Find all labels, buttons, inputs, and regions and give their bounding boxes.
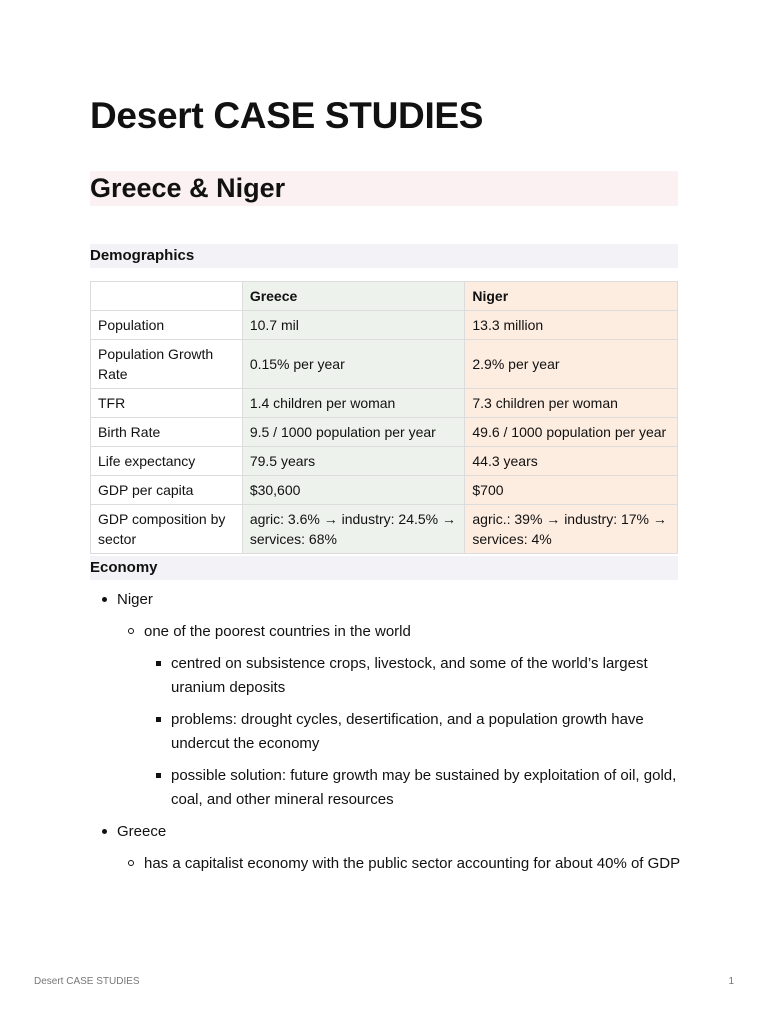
list-item-text: problems: drought cycles, desertification, and a population growth have undercut the economy bbox=[171, 711, 644, 752]
bullet-dot-icon bbox=[94, 588, 114, 612]
list-item-text: one of the poorest countries in the world bbox=[144, 623, 411, 640]
table-row bbox=[91, 389, 678, 418]
list-item bbox=[90, 852, 688, 876]
list-item-text: Greece bbox=[117, 823, 167, 840]
list-item bbox=[90, 652, 688, 700]
table-header-greece: Greece bbox=[242, 282, 465, 311]
footer-page-number: 1 bbox=[728, 976, 734, 987]
table-row bbox=[91, 340, 678, 389]
niger-value: 7.3 children per woman bbox=[465, 389, 678, 418]
row-label: GDP composition by sector bbox=[91, 505, 243, 554]
list-item bbox=[90, 708, 688, 756]
row-label: GDP per capita bbox=[91, 476, 243, 505]
list-item-text: centred on subsistence crops, livestock, and some of the world’s largest uranium deposits bbox=[171, 655, 648, 696]
section-heading-demographics: Demographics bbox=[90, 244, 678, 268]
niger-value: 44.3 years bbox=[465, 447, 678, 476]
bullet-square-icon bbox=[148, 764, 168, 788]
niger-value: $700 bbox=[465, 476, 678, 505]
greece-value: 10.7 mil bbox=[242, 311, 465, 340]
greece-value: 1.4 children per woman bbox=[242, 389, 465, 418]
list-item-text: has a capitalist economy with the public sector accounting for about 40% of GDP bbox=[144, 855, 681, 872]
list-item bbox=[90, 764, 688, 812]
niger-value: 49.6 / 1000 population per year bbox=[465, 418, 678, 447]
list-item-text: Niger bbox=[117, 591, 153, 608]
row-label: Life expectancy bbox=[91, 447, 243, 476]
list-item bbox=[90, 820, 688, 844]
table-row bbox=[91, 505, 678, 554]
table-header-row bbox=[91, 282, 678, 311]
row-label: Birth Rate bbox=[91, 418, 243, 447]
bullet-square-icon bbox=[148, 708, 168, 732]
niger-value: agric.: 39% → industry: 17% → services: 4% bbox=[465, 505, 678, 554]
economy-bullet-list bbox=[90, 588, 688, 884]
greece-value: 0.15% per year bbox=[242, 340, 465, 389]
bullet-ring-icon bbox=[121, 620, 141, 644]
table-row bbox=[91, 418, 678, 447]
subtitle-block bbox=[90, 171, 678, 206]
row-label: TFR bbox=[91, 389, 243, 418]
table-row bbox=[91, 311, 678, 340]
greece-value: $30,600 bbox=[242, 476, 465, 505]
list-item bbox=[90, 588, 688, 612]
table-header-cell bbox=[91, 282, 243, 311]
table-row bbox=[91, 476, 678, 505]
greece-value: 9.5 / 1000 population per year bbox=[242, 418, 465, 447]
niger-value: 2.9% per year bbox=[465, 340, 678, 389]
bullet-ring-icon bbox=[121, 852, 141, 876]
demographics-table bbox=[90, 281, 678, 554]
table-row bbox=[91, 447, 678, 476]
greece-value: agric: 3.6% → industry: 24.5% → services: 68% bbox=[242, 505, 465, 554]
niger-value: 13.3 million bbox=[465, 311, 678, 340]
table-header-niger: Niger bbox=[465, 282, 678, 311]
page-subtitle: Greece & Niger bbox=[90, 173, 286, 203]
section-heading-economy: Economy bbox=[90, 556, 678, 580]
bullet-dot-icon bbox=[94, 820, 114, 844]
greece-value: 79.5 years bbox=[242, 447, 465, 476]
footer-document-name: Desert CASE STUDIES bbox=[34, 976, 140, 987]
list-item bbox=[90, 620, 688, 644]
list-item-text: possible solution: future growth may be sustained by exploitation of oil, gold, coal, and other mineral resources bbox=[171, 767, 677, 808]
row-label: Population bbox=[91, 311, 243, 340]
bullet-square-icon bbox=[148, 652, 168, 676]
page-title: Desert CASE STUDIES bbox=[90, 95, 484, 136]
row-label: Population Growth Rate bbox=[91, 340, 243, 389]
